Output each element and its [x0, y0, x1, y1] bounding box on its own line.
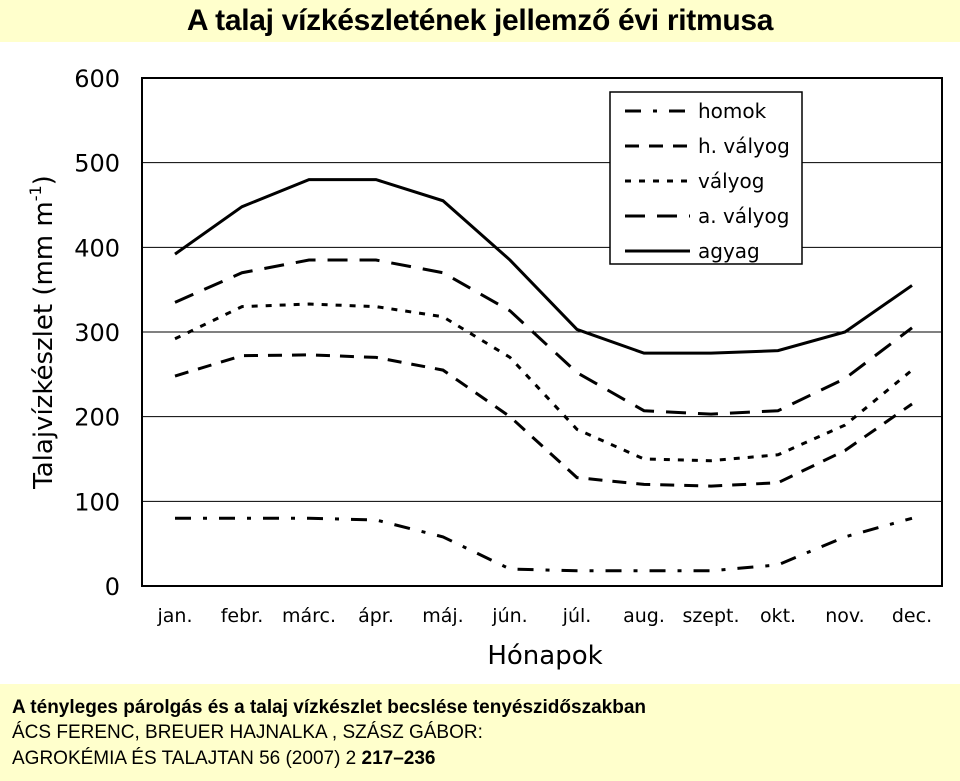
legend-label: homok — [698, 99, 767, 123]
gridlines — [142, 163, 942, 502]
y-tick-label: 300 — [74, 319, 120, 347]
slide-title: A talaj vízkészletének jellemző évi ritmusa — [186, 4, 774, 37]
y-axis-label-text: Talajvízkészlet (mm m — [29, 201, 59, 489]
y-tick-labels — [74, 65, 120, 601]
series-line-dotted — [175, 304, 912, 461]
x-tick-label: dec. — [891, 605, 933, 627]
caption-journal: AGROKÉMIA ÉS TALAJTAN 56 (2007) 2 — [12, 748, 357, 769]
x-tick-label: jan. — [157, 605, 193, 627]
line-chart — [0, 42, 960, 684]
y-tick-label: 100 — [74, 488, 120, 517]
x-tick-label: febr. — [220, 605, 264, 627]
y-axis-label-superscript: -1 — [26, 185, 45, 202]
x-tick-label: nov. — [825, 605, 865, 627]
x-tick-label: máj. — [422, 605, 464, 627]
x-tick-label: ápr. — [358, 605, 394, 627]
series-line-dash-dot — [175, 518, 912, 570]
caption-pages: 217–236 — [361, 748, 436, 769]
legend-label: h. vályog — [698, 134, 790, 158]
caption — [12, 696, 952, 772]
x-tick-label: szept. — [682, 605, 740, 627]
x-tick-label: márc. — [281, 605, 337, 627]
series-line-longdash — [175, 260, 912, 414]
legend-label: a. vályog — [698, 204, 790, 228]
y-axis-label — [26, 175, 59, 490]
x-tick-label: okt. — [759, 605, 797, 627]
legend-label: agyag — [698, 239, 760, 263]
x-tick-label: aug. — [623, 605, 665, 627]
y-axis-label-close: ) — [29, 175, 59, 186]
series-line-dashed — [175, 355, 912, 486]
legend — [610, 92, 802, 264]
y-tick-label: 400 — [74, 234, 120, 263]
x-axis-label: Hónapok — [487, 641, 603, 671]
chart-panel — [0, 42, 960, 684]
x-tick-label: jún. — [492, 605, 528, 627]
x-tick-label: júl. — [562, 605, 592, 627]
y-tick-label: 0 — [104, 573, 120, 601]
caption-title: A tényleges párolgás és a talaj vízkészlet becslése tenyészidőszakban — [12, 697, 646, 718]
caption-citation — [12, 746, 952, 772]
x-tick-labels — [156, 605, 932, 627]
legend-label: vályog — [698, 169, 765, 193]
y-tick-label: 600 — [74, 65, 120, 93]
caption-authors: ÁCS FERENC, BREUER HAJNALKA , SZÁSZ GÁBOR: — [12, 722, 483, 743]
y-tick-label: 200 — [74, 403, 120, 432]
y-tick-label: 500 — [74, 149, 120, 178]
